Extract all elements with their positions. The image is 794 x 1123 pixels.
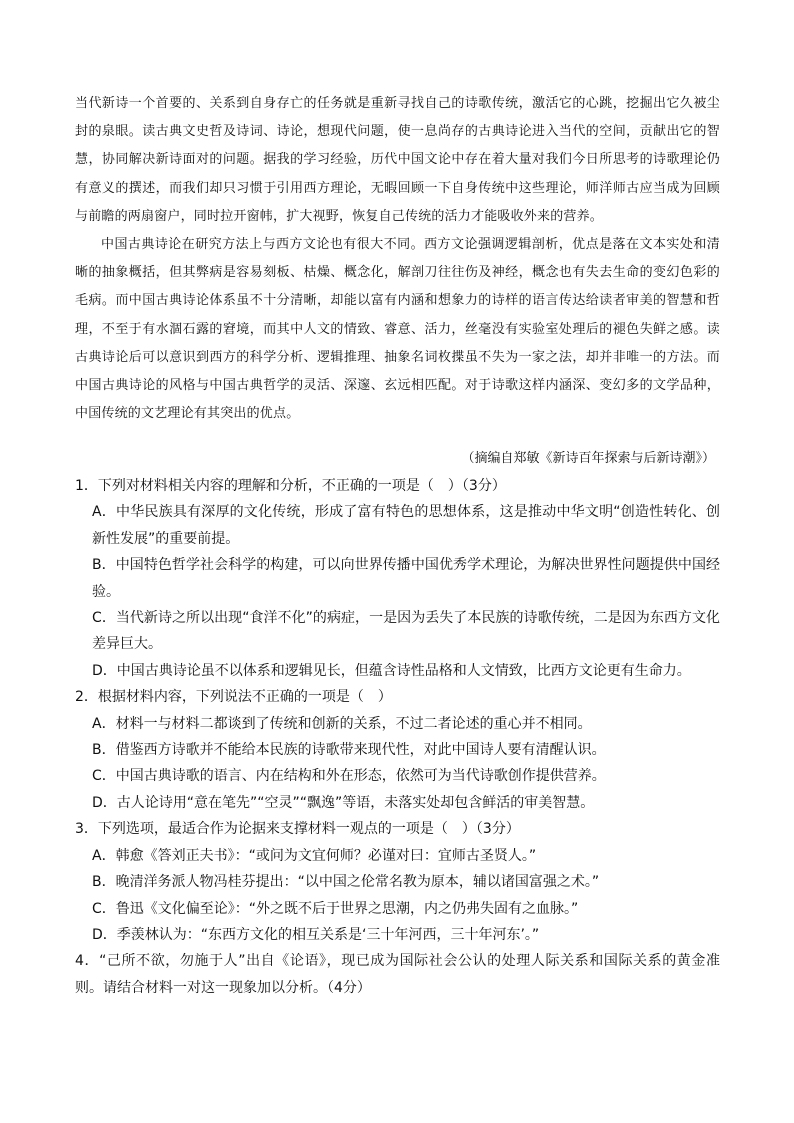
question-1 [75,473,720,684]
question-1-option-d: D．中国古典诗论虽不以体系和逻辑见长，但蕴含诗性品格和人文情致，比西方文论更有生命力。 [92,662,691,679]
question-2-stem: 2．根据材料内容，下列说法不正确的一项是（ ） [75,689,392,706]
question-3 [75,816,720,948]
question-1-option-b: B．中国特色哲学社会科学的构建，可以向世界传播中国优秀学术理论，为解决世界性问题提供中国经验。 [92,557,720,600]
question-3-option-c: C．鲁迅《文化偏至论》：“外之既不后于世界之思潮，内之仍弗失固有之血脉。” [92,900,579,917]
question-3-stem: 3．下列选项，最适合作为论据来支撑材料一观点的一项是（ ）（3分） [75,821,520,838]
question-1-option-a: A．中华民族具有深厚的文化传统，形成了富有特色的思想体系，这是推动中华文明“创造性转化、创新性发展”的重要前提。 [92,504,720,547]
question-2-option-a: A．材料一与材料二都谈到了传统和创新的关系，不过二者论述的重心并不相同。 [92,715,592,732]
passage-paragraph-2: 中国古典诗论在研究方法上与西方文论也有很大不同。西方文论强调逻辑剖析，优点是落在文本实处和清晰的抽象概括，但其弊病是容易刻板、枯燥、概念化，解剖刀往往伤及神经，概念也有失去生命的变幻色彩的毛病。而中国古典诗论体系虽不十分清晰，却能以富有内涵和想象力的诗样的语言传达给读者审美的智慧和哲理，不至于有水涸石露的窘境，而其中人文的情致、睿意、活力，丝毫没有实验室处理后的褪色失鲜之感。读古典诗论后可以意识到西方的科学分析、逻辑推理、抽象名词枚揲虽不失为一家之法，却并非唯一的方法。而中国古典诗论的风格与中国古典哲学的灵活、深邃、玄远相匹配。对于诗歌这样内涵深、变幻多的文学品种，中国传统的文艺理论有其突出的优点。 [75,237,720,422]
question-1-stem: 1．下列对材料相关内容的理解和分析，不正确的一项是（ ）（3分） [75,478,506,494]
question-list [75,473,720,1001]
passage-paragraph-1: 当代新诗一个首要的、关系到自身存亡的任务就是重新寻找自己的诗歌传统，激活它的心跳，挖掘出它久被尘封的泉眼。读古典文史哲及诗词、诗论，想现代问题，使一息尚存的古典诗论进入当代的空间，贡献出它的智慧，协同解决新诗面对的问题。据我的学习经验，历代中国文论中存在着大量对我们今日所思考的诗歌理论仍有意义的撰述，而我们却只习惯于引用西方理论，无暇回顾一下自身传统中这些理论，师洋师古应当成为回顾与前瞻的两扇窗户，同时拉开窗帏，扩大视野，恢复自己传统的活力才能吸收外来的营养。 [75,96,720,224]
question-4 [75,948,720,1001]
question-2-option-b: B．借鉴西方诗歌并不能给本民族的诗歌带来现代性，对此中国诗人要有清醒认识。 [92,742,606,759]
question-2-option-c: C．中国古典诗歌的语言、内在结构和外在形态，依然可为当代诗歌创作提供营养。 [92,768,606,785]
question-3-option-d: D．季羡林认为：“东西方文化的相互关系是‘三十年河西，三十年河东’。” [92,926,540,943]
passage-source: （摘编自郑敏《新诗百年探索与后新诗潮》） [461,451,715,466]
question-3-option-b: B．晚清洋务派人物冯桂芬提出：“以中国之伦常名教为原本，辅以诸国富强之术。” [92,874,600,891]
question-2 [75,684,720,816]
question-4-stem: 4．“己所不欲，勿施于人”出自《论语》，现已成为国际社会公认的处理人际关系和国际关系的黄金准则。请结合材料一对这一现象加以分析。（4分） [75,953,720,996]
question-2-option-d: D．古人论诗用“意在笔先”“空灵”“飘逸”等语，未落实处却包含鲜活的审美智慧。 [92,794,595,811]
reading-passage [75,90,720,428]
question-1-option-c: C．当代新诗之所以出现“食洋不化”的病症，一是因为丢失了本民族的诗歌传统，二是因为东西方文化差异巨大。 [92,610,720,653]
question-3-option-a: A．韩愈《答刘正夫书》：“或问为文宜何师？必谨对曰：宜师古圣贤人。” [92,847,537,864]
